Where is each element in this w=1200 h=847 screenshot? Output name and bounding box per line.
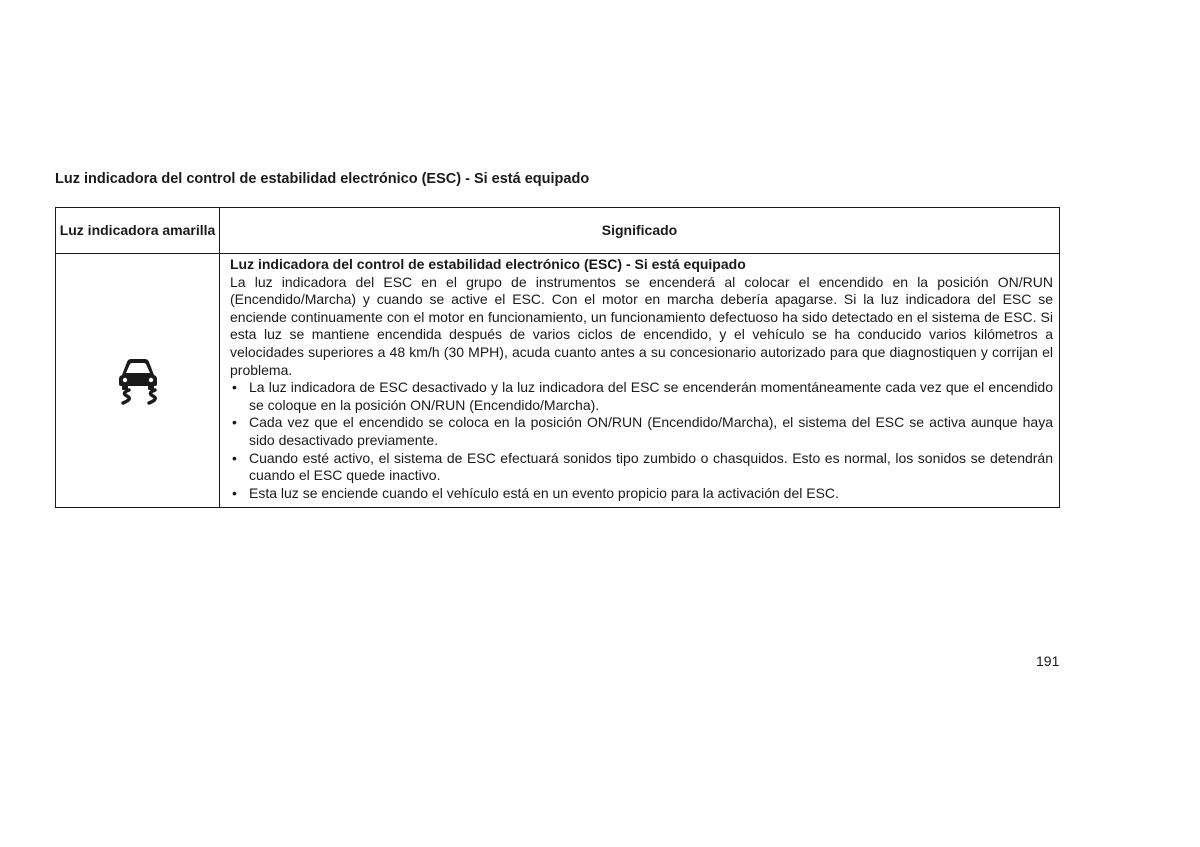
table-header-row bbox=[56, 208, 1060, 254]
list-item: • La luz indicadora de ESC desactivado y la luz indicadora del ESC se encenderán momentáneamente cada vez que el encendido se coloque en la posición ON/RUN (Encendido/Marcha). bbox=[230, 379, 1053, 414]
meaning-title: Luz indicadora del control de estabilidad electrónico (ESC) - Si está equipado bbox=[230, 256, 746, 272]
page-number: 191 bbox=[1036, 653, 1060, 669]
indicator-icon-cell bbox=[56, 254, 220, 508]
list-item: • Esta luz se enciende cuando el vehículo está en un evento propicio para la activación del ESC. bbox=[230, 485, 1053, 503]
header-indicator-light: Luz indicadora amarilla bbox=[56, 208, 220, 254]
meaning-paragraph: La luz indicadora del ESC en el grupo de instrumentos se encenderá al colocar el encendido en la posición ON/RUN (Encendido/Marcha) y cuando se active el ESC. Con el motor en marcha debería apagarse. Si la luz indicadora del ESC se enciende continuamente con el motor en funcionamiento, un funcionamiento defectuoso ha sido detectado en el sistema de ESC. Si esta luz se mantiene encendida después de varios ciclos de encendido, y el vehículo se ha conducido varios kilómetros a velocidades superiores a 48 km/h (30 MPH), acuda cuanto antes a su concesionario autorizado para que diagnostiquen y corrijan el problema. bbox=[230, 273, 1053, 378]
meaning-cell bbox=[220, 254, 1060, 508]
list-item: • Cada vez que el encendido se coloca en la posición ON/RUN (Encendido/Marcha), el sistema del ESC se activa aunque haya sido desactivado previamente. bbox=[230, 414, 1053, 449]
meaning-bullet-list bbox=[230, 379, 1053, 502]
table-row bbox=[56, 254, 1060, 508]
esc-skid-car-icon bbox=[109, 356, 167, 406]
list-item: • Cuando esté activo, el sistema de ESC efectuará sonidos tipo zumbido o chasquidos. Esto es normal, los sonidos se detendrán cuando el ESC quede inactivo. bbox=[230, 450, 1053, 485]
header-meaning: Significado bbox=[220, 208, 1060, 254]
section-heading: Luz indicadora del control de estabilidad electrónico (ESC) - Si está equipado bbox=[55, 171, 590, 187]
indicator-table bbox=[55, 207, 1060, 508]
